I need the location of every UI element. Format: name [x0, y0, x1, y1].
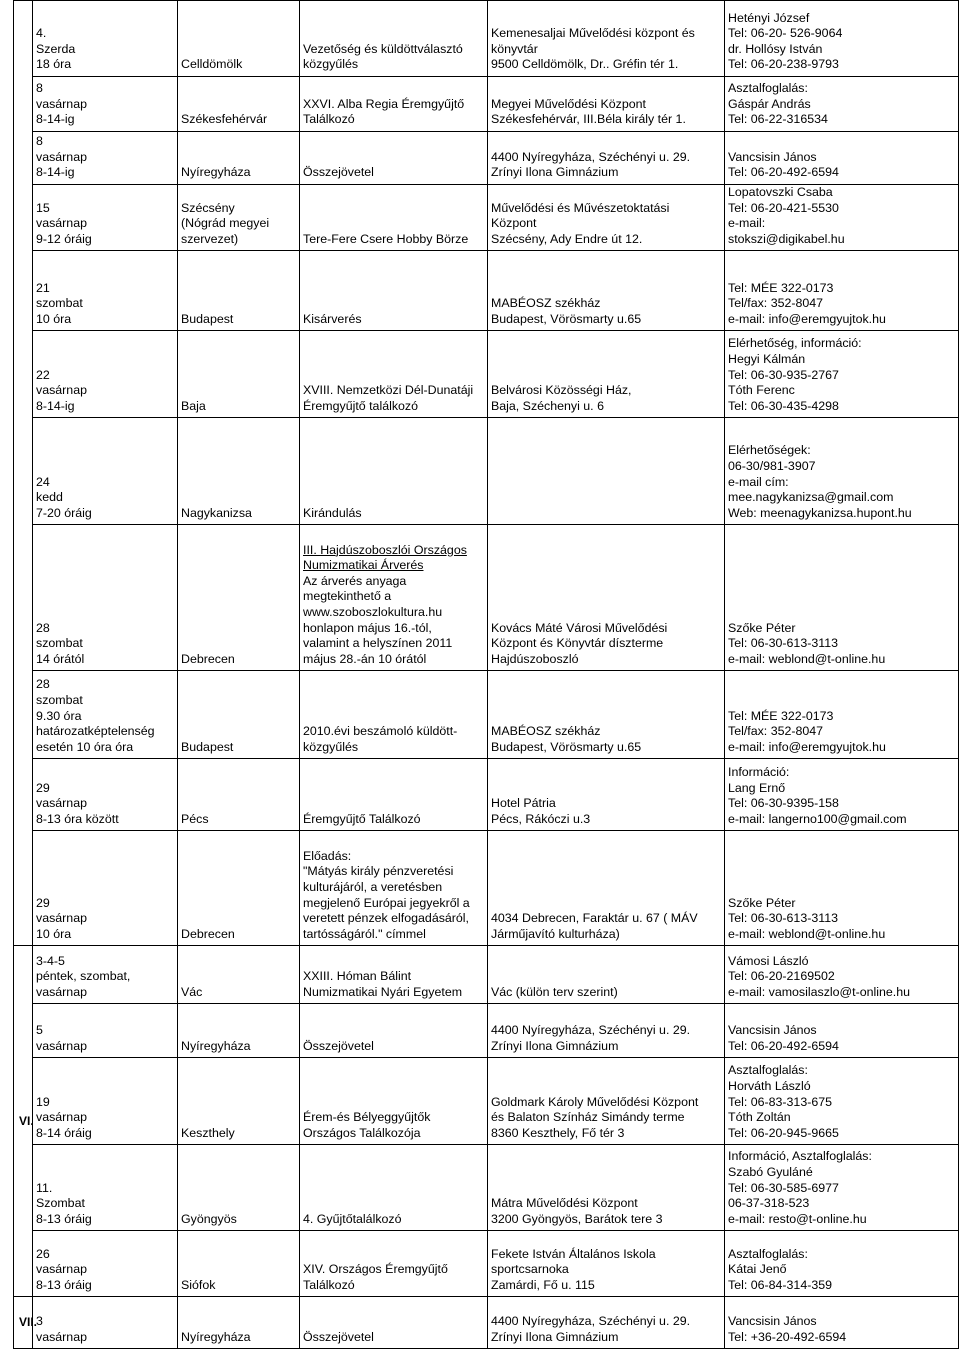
table-row	[14, 1058, 959, 1145]
table-row	[14, 759, 959, 831]
date-cell: 28 szombat 14 órától	[33, 525, 178, 671]
city-cell: Gyöngyös	[178, 1145, 300, 1231]
date-cell: 22 vasárnap 8-14-ig	[33, 331, 178, 418]
month-cell-may	[14, 1, 33, 946]
date-cell: 11. Szombat 8-13 óráig	[33, 1145, 178, 1231]
venue-cell: Kovács Máté Városi Művelődési Központ és Könyvtár díszterme Hajdúszoboszló	[488, 525, 725, 671]
date-cell: 21 szombat 10 óra	[33, 251, 178, 331]
contact-cell: Hetényi József Tel: 06-20- 526-9064 dr. Hollósy István Tel: 06-20-238-9793	[725, 1, 959, 77]
table-row	[14, 418, 959, 525]
city-cell: Nagykanizsa	[178, 418, 300, 525]
venue-cell: Fekete István Általános Iskola sportcsarnoka Zamárdi, Fő u. 115	[488, 1231, 725, 1297]
venue-cell: 4400 Nyíregyháza, Széchényi u. 29. Zrínyi Ilona Gimnázium	[488, 1004, 725, 1058]
date-cell: 19 vasárnap 8-14 óráig	[33, 1058, 178, 1145]
contact-cell: Információ, Asztalfoglalás: Szabó Gyuláné Tel: 06-30-585-6977 06-37-318-523 e-mail: resto@t-online.hu	[725, 1145, 959, 1231]
venue-cell: Megyei Művelődési Központ Székesfehérvár, III.Béla király tér 1.	[488, 77, 725, 132]
contact-cell: Szőke Péter Tel: 06-30-613-3113 e-mail: weblond@t-online.hu	[725, 525, 959, 671]
venue-cell: MABÉOSZ székház Budapest, Vörösmarty u.65	[488, 671, 725, 759]
table-row	[14, 1231, 959, 1297]
city-cell: Nyíregyháza	[178, 1297, 300, 1349]
table-row	[14, 671, 959, 759]
contact-cell: Vancsisin János Tel: +36-20-492-6594	[725, 1297, 959, 1349]
table-row	[14, 1297, 959, 1349]
event-cell: Kirándulás	[300, 418, 488, 525]
city-cell: Baja	[178, 331, 300, 418]
date-cell: 3 vasárnap	[33, 1297, 178, 1349]
date-cell: 24 kedd 7-20 óráig	[33, 418, 178, 525]
contact-cell: Vancsisin János Tel: 06-20-492-6594	[725, 1004, 959, 1058]
auction-details: Az árverés anyaga megtekinthető a www.szoboszlokultura.hu honlapon május 16.-tól, valamint a helyszínen 2011 május 28.-án 10 órától	[303, 573, 453, 666]
date-cell: 8 vasárnap 8-14-ig	[33, 77, 178, 132]
table-row	[14, 132, 959, 185]
venue-cell: Mátra Művelődési Központ 3200 Gyöngyös, Barátok tere 3	[488, 1145, 725, 1231]
table-row	[14, 1, 959, 77]
venue-cell: MABÉOSZ székház Budapest, Vörösmarty u.65	[488, 251, 725, 331]
venue-cell: Belvárosi Közösségi Ház, Baja, Széchenyi u. 6	[488, 331, 725, 418]
venue-cell	[488, 418, 725, 525]
event-cell: Összejövetel	[300, 132, 488, 185]
city-cell: Budapest	[178, 251, 300, 331]
event-cell: XXIII. Hóman Bálint Numizmatikai Nyári Egyetem	[300, 946, 488, 1004]
city-cell: Pécs	[178, 759, 300, 831]
event-cell: Éremgyűjtő Találkozó	[300, 759, 488, 831]
city-cell: Debrecen	[178, 831, 300, 946]
city-cell: Székesfehérvár	[178, 77, 300, 132]
event-cell: 2010.évi beszámoló küldött- közgyűlés	[300, 671, 488, 759]
venue-cell: Kemenesaljai Művelődési központ és könyvtár 9500 Celldömölk, Dr.. Gréfin tér 1.	[488, 1, 725, 77]
venue-cell: 4400 Nyíregyháza, Széchényi u. 29. Zrínyi Ilona Gimnázium	[488, 132, 725, 185]
table-row	[14, 946, 959, 1004]
table-row	[14, 525, 959, 671]
venue-cell: Goldmark Károly Művelődési Központ és Balaton Színház Simándy terme 8360 Keszthely, Fő tér 3	[488, 1058, 725, 1145]
table-row	[14, 1004, 959, 1058]
event-cell: Összejövetel	[300, 1004, 488, 1058]
city-cell: Celldömölk	[178, 1, 300, 77]
date-cell: 5 vasárnap	[33, 1004, 178, 1058]
table-row	[14, 77, 959, 132]
table-row	[14, 1145, 959, 1231]
city-cell: Keszthely	[178, 1058, 300, 1145]
contact-cell: Lopatovszki Csaba Tel: 06-20-421-5530 e-mail: stokszi@digikabel.hu	[725, 185, 959, 251]
contact-cell: Szőke Péter Tel: 06-30-613-3113 e-mail: weblond@t-online.hu	[725, 831, 959, 946]
table-row	[14, 251, 959, 331]
date-cell: 29 vasárnap 10 óra	[33, 831, 178, 946]
event-schedule-table	[13, 0, 959, 1349]
venue-cell: Vác (külön terv szerint)	[488, 946, 725, 1004]
date-cell: 4. Szerda 18 óra	[33, 1, 178, 77]
date-cell: 8 vasárnap 8-14-ig	[33, 132, 178, 185]
contact-cell: Vámosi László Tel: 06-20-2169502 e-mail: vamosilaszlo@t-online.hu	[725, 946, 959, 1004]
city-cell: Nyíregyháza	[178, 132, 300, 185]
contact-cell: Elérhetőségek: 06-30/981-3907 e-mail cím: mee.nagykanizsa@gmail.com Web: meenagykanizsa.hupont.hu	[725, 418, 959, 525]
venue-cell: Művelődési és Művészetoktatási Központ Szécsény, Ady Endre út 12.	[488, 185, 725, 251]
event-cell: Vezetőség és küldöttválasztó közgyűlés	[300, 1, 488, 77]
auction-title: III. Hajdúszoboszlói Országos Numizmatikai Árverés	[303, 542, 467, 573]
event-cell: XVIII. Nemzetközi Dél-Dunatáji Éremgyűjtő találkozó	[300, 331, 488, 418]
event-cell: Előadás: "Mátyás király pénzveretési kulturájáról, a veretésben megjelenő Európai jegyekről a veretett pénzek elfogadásáról, tartósságáról." címmel	[300, 831, 488, 946]
venue-cell: 4034 Debrecen, Faraktár u. 67 ( MÁV Járműjavító kulturháza)	[488, 831, 725, 946]
city-cell: Szécsény (Nógrád megyei szervezet)	[178, 185, 300, 251]
contact-cell: Elérhetőség, információ: Hegyi Kálmán Tel: 06-30-935-2767 Tóth Ferenc Tel: 06-30-435-4298	[725, 331, 959, 418]
event-cell: Összejövetel	[300, 1297, 488, 1349]
event-cell: XXVI. Alba Regia Éremgyűjtő Találkozó	[300, 77, 488, 132]
city-cell: Nyíregyháza	[178, 1004, 300, 1058]
table-row	[14, 331, 959, 418]
contact-cell: Információ: Lang Ernő Tel: 06-30-9395-158 e-mail: langerno100@gmail.com	[725, 759, 959, 831]
date-cell: 28 szombat 9.30 óra határozatképtelenség esetén 10 óra óra	[33, 671, 178, 759]
month-cell-vii: VII.	[14, 1297, 33, 1349]
event-cell: Kisárverés	[300, 251, 488, 331]
table-row	[14, 831, 959, 946]
event-cell	[300, 525, 488, 671]
date-cell: 26 vasárnap 8-13 óráig	[33, 1231, 178, 1297]
event-cell: Tere-Fere Csere Hobby Börze	[300, 185, 488, 251]
date-cell: 3-4-5 péntek, szombat, vasárnap	[33, 946, 178, 1004]
contact-cell: Tel: MÉE 322-0173 Tel/fax: 352-8047 e-mail: info@eremgyujtok.hu	[725, 251, 959, 331]
city-cell: Debrecen	[178, 525, 300, 671]
contact-cell: Tel: MÉE 322-0173 Tel/fax: 352-8047 e-mail: info@eremgyujtok.hu	[725, 671, 959, 759]
city-cell: Siófok	[178, 1231, 300, 1297]
contact-cell: Asztalfoglalás: Horváth László Tel: 06-83-313-675 Tóth Zoltán Tel: 06-20-945-9665	[725, 1058, 959, 1145]
contact-cell: Vancsisin János Tel: 06-20-492-6594	[725, 132, 959, 185]
date-cell: 15 vasárnap 9-12 óráig	[33, 185, 178, 251]
contact-cell: Asztalfoglalás: Kátai Jenő Tel: 06-84-314-359	[725, 1231, 959, 1297]
event-cell: Érem-és Bélyeggyűjtők Országos Találkozója	[300, 1058, 488, 1145]
city-cell: Vác	[178, 946, 300, 1004]
city-cell: Budapest	[178, 671, 300, 759]
event-cell: 4. Gyűjtőtalálkozó	[300, 1145, 488, 1231]
month-cell-vi: VI.	[14, 946, 33, 1297]
contact-cell: Asztalfoglalás: Gáspár András Tel: 06-22-316534	[725, 77, 959, 132]
event-cell: XIV. Országos Éremgyűjtő Találkozó	[300, 1231, 488, 1297]
venue-cell: 4400 Nyíregyháza, Széchényi u. 29. Zrínyi Ilona Gimnázium	[488, 1297, 725, 1349]
venue-cell: Hotel Pátria Pécs, Rákóczi u.3	[488, 759, 725, 831]
table-row	[14, 185, 959, 251]
date-cell: 29 vasárnap 8-13 óra között	[33, 759, 178, 831]
